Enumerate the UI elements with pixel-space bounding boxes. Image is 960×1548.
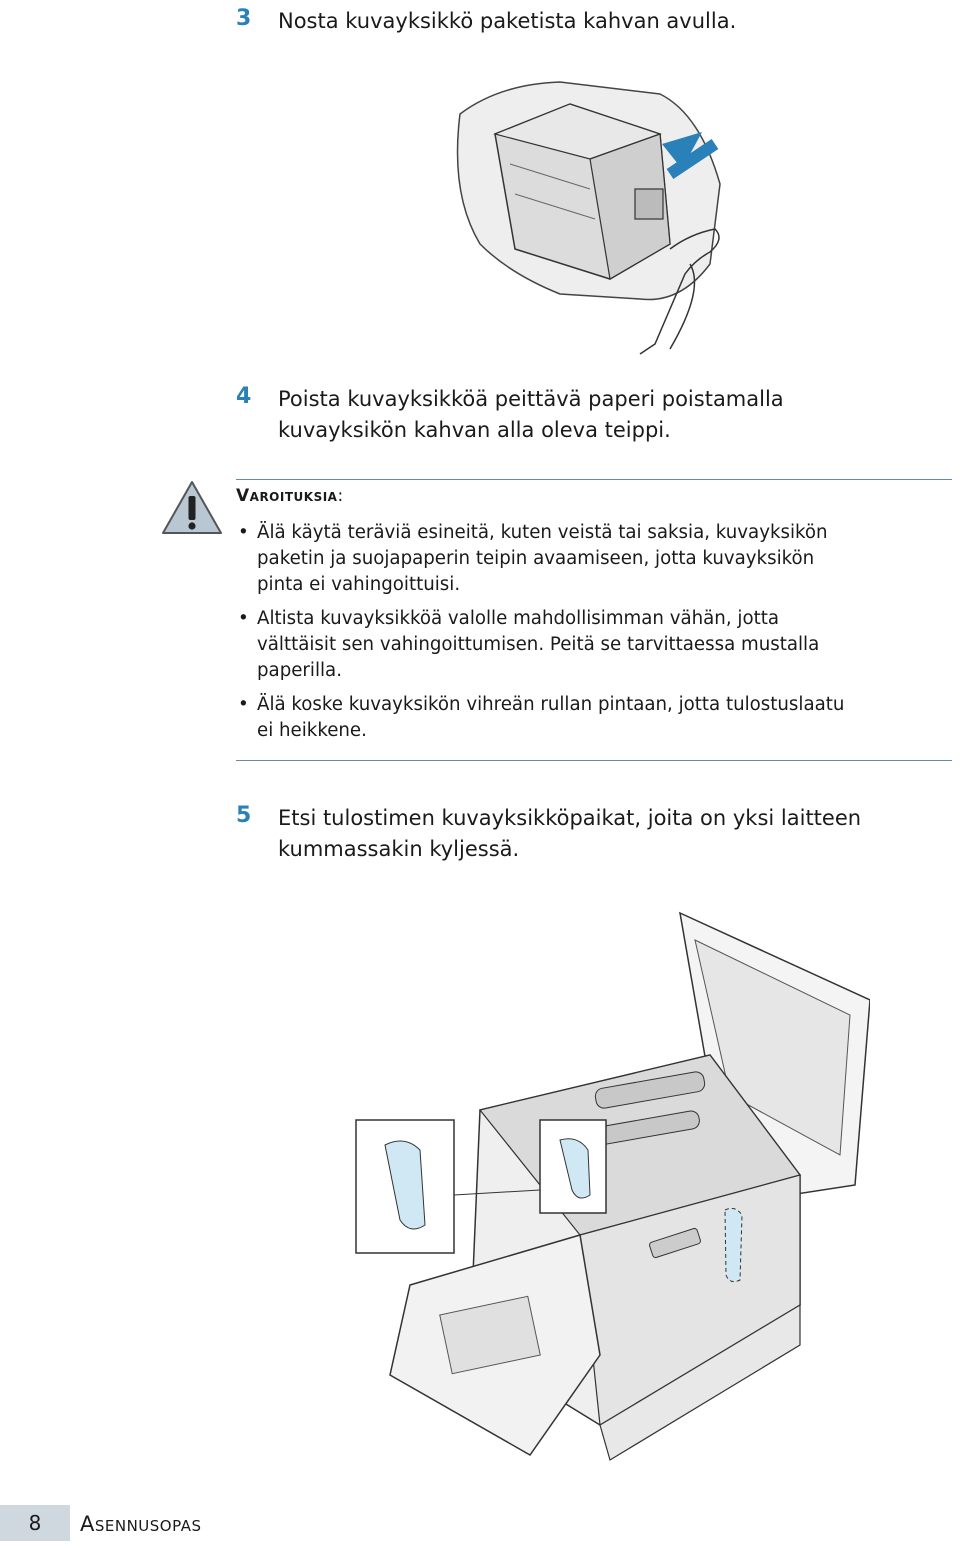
warning-title-colon: : [337,486,344,506]
warning-line: pinta ei vahingoittuisi. [257,574,461,595]
step-text-line: kuvayksikön kahvan alla oleva teippi. [278,418,671,442]
page-number: 8 [28,1511,42,1535]
warning-item [236,606,956,684]
warning-line: paperilla. [257,660,342,681]
step-text-line: Poista kuvayksikköä peittävä paperi poistamalla [278,387,784,411]
bullet: • [238,694,249,715]
warning-item [236,692,956,744]
step-number: 4 [236,384,252,409]
step-4 [236,384,958,446]
warning-line: välttäisit sen vahingoittumisen. Peitä se tarvittaessa mustalla [257,634,820,655]
step-5 [236,803,958,865]
step-text-line: Nosta kuvayksikkö paketista kahvan avulla. [278,9,737,33]
warning-triangle-icon [160,478,224,536]
warning-line: Altista kuvayksikköä valolle mahdollisimman vähän, jotta [257,608,779,629]
warning-item [236,520,956,598]
warning-title [236,486,344,506]
footer-title: Asennusopas [80,1512,202,1536]
warning-line: Älä koske kuvayksikön vihreän rullan pintaan, jotta tulostuslaatu [257,694,845,715]
page-number-box [0,1505,70,1541]
warning-title-text: Varoituksia [236,486,338,506]
bullet: • [238,522,249,543]
bullet: • [238,608,249,629]
step-number: 3 [236,6,252,31]
warning-top-rule [236,479,952,480]
warning-line: paketin ja suojapaperin teipin avaamiseen, jotta kuvayksikön [257,548,815,569]
warning-line: ei heikkene. [257,720,367,741]
warning-bottom-rule [236,760,952,761]
step-text-line: kummassakin kyljessä. [278,837,520,861]
step-text [278,384,958,446]
imaging-unit-bag-illustration [440,74,740,360]
printer-open-cover-illustration [350,905,870,1475]
step-text [278,803,958,865]
step-3 [236,6,958,37]
step-number: 5 [236,803,252,828]
warning-line: Älä käytä teräviä esineitä, kuten veistä tai saksia, kuvayksikön [257,522,828,543]
step-text-line: Etsi tulostimen kuvayksikköpaikat, joita on yksi laitteen [278,806,862,830]
warning-list [236,520,956,752]
step-text [278,6,958,37]
